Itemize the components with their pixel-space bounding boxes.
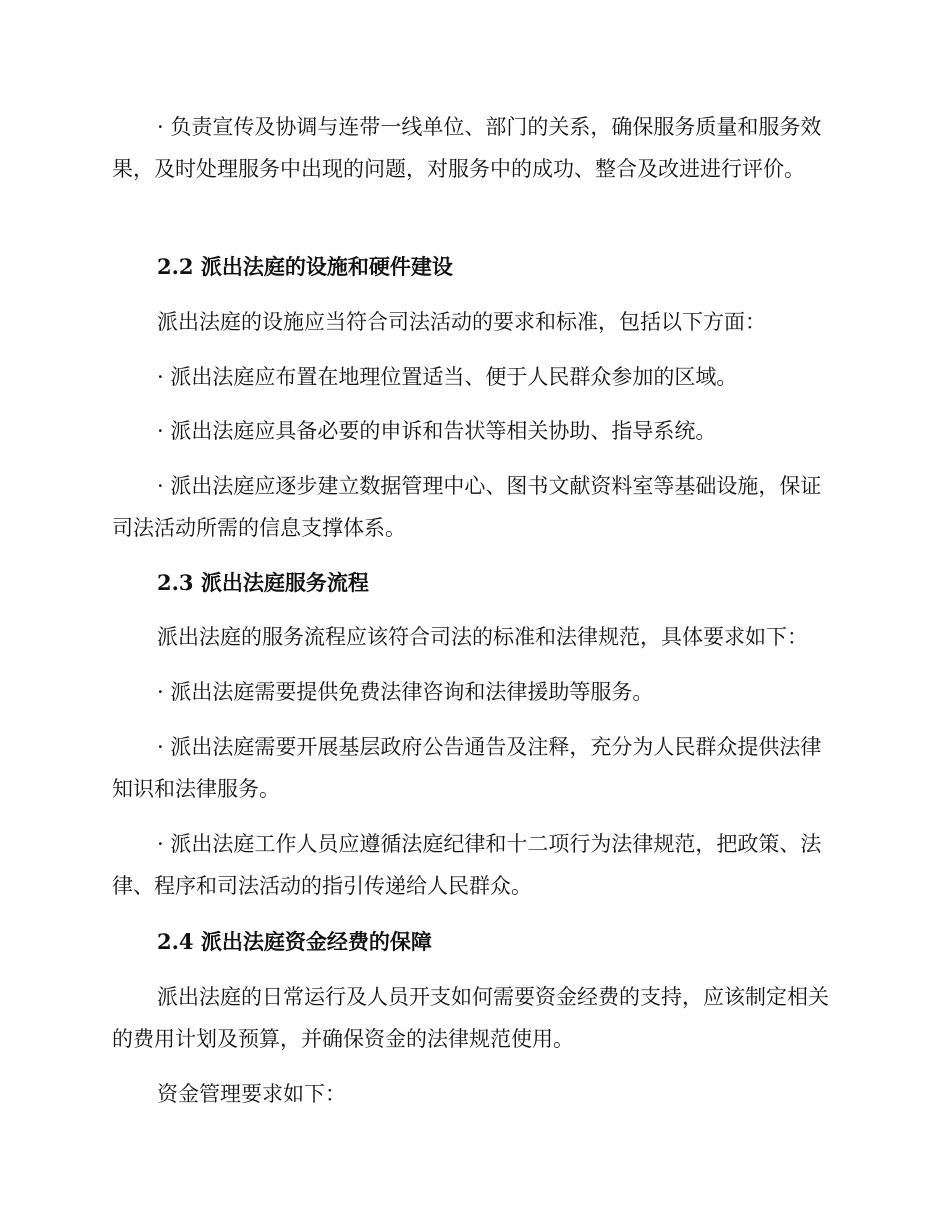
paragraph-service-coordination: · 负责宣传及协调与连带一线单位、部门的关系，确保服务质量和服务效果，及时处理服务中出现的问题，对服务中的成功、整合及改进进行评价。 — [112, 115, 822, 181]
paragraph-facilities-intro: 派出法庭的设施应当符合司法活动的要求和标准，包括以下方面： — [157, 310, 766, 334]
paragraph-public-notices: · 派出法庭需要开展基层政府公告通告及注释，充分为人民群众提供法律知识和法律服务。 — [112, 735, 822, 801]
paragraph-facility-systems: · 派出法庭应具备必要的申诉和告状等相关协助、指导系统。 — [157, 419, 717, 443]
section-heading-2-2: 2.2 派出法庭的设施和硬件建设 — [157, 254, 453, 279]
paragraph-facility-infrastructure: · 派出法庭应逐步建立数据管理中心、图书文献资料室等基础设施，保证司法活动所需的信息支撑体系。 — [112, 474, 822, 540]
paragraph-service-flow-intro: 派出法庭的服务流程应该符合司法的标准和法律规范，具体要求如下： — [157, 625, 808, 649]
paragraph-staff-discipline: · 派出法庭工作人员应遵循法庭纪律和十二项行为法律规范，把政策、法律、程序和司法活动的指引传递给人民群众。 — [112, 832, 822, 898]
section-heading-2-4: 2.4 派出法庭资金经费的保障 — [157, 929, 432, 954]
paragraph-facility-location: · 派出法庭应布置在地理位置适当、便于人民群众参加的区域。 — [157, 365, 738, 389]
paragraph-free-legal-advice: · 派出法庭需要提供免费法律咨询和法律援助等服务。 — [157, 680, 654, 704]
section-heading-2-3: 2.3 派出法庭服务流程 — [157, 570, 369, 595]
paragraph-funding: 派出法庭的日常运行及人员开支如何需要资金经费的支持，应该制定相关的费用计划及预算，并确保资金的法律规范使用。 — [112, 985, 829, 1051]
paragraph-fund-management: 资金管理要求如下： — [157, 1082, 346, 1106]
